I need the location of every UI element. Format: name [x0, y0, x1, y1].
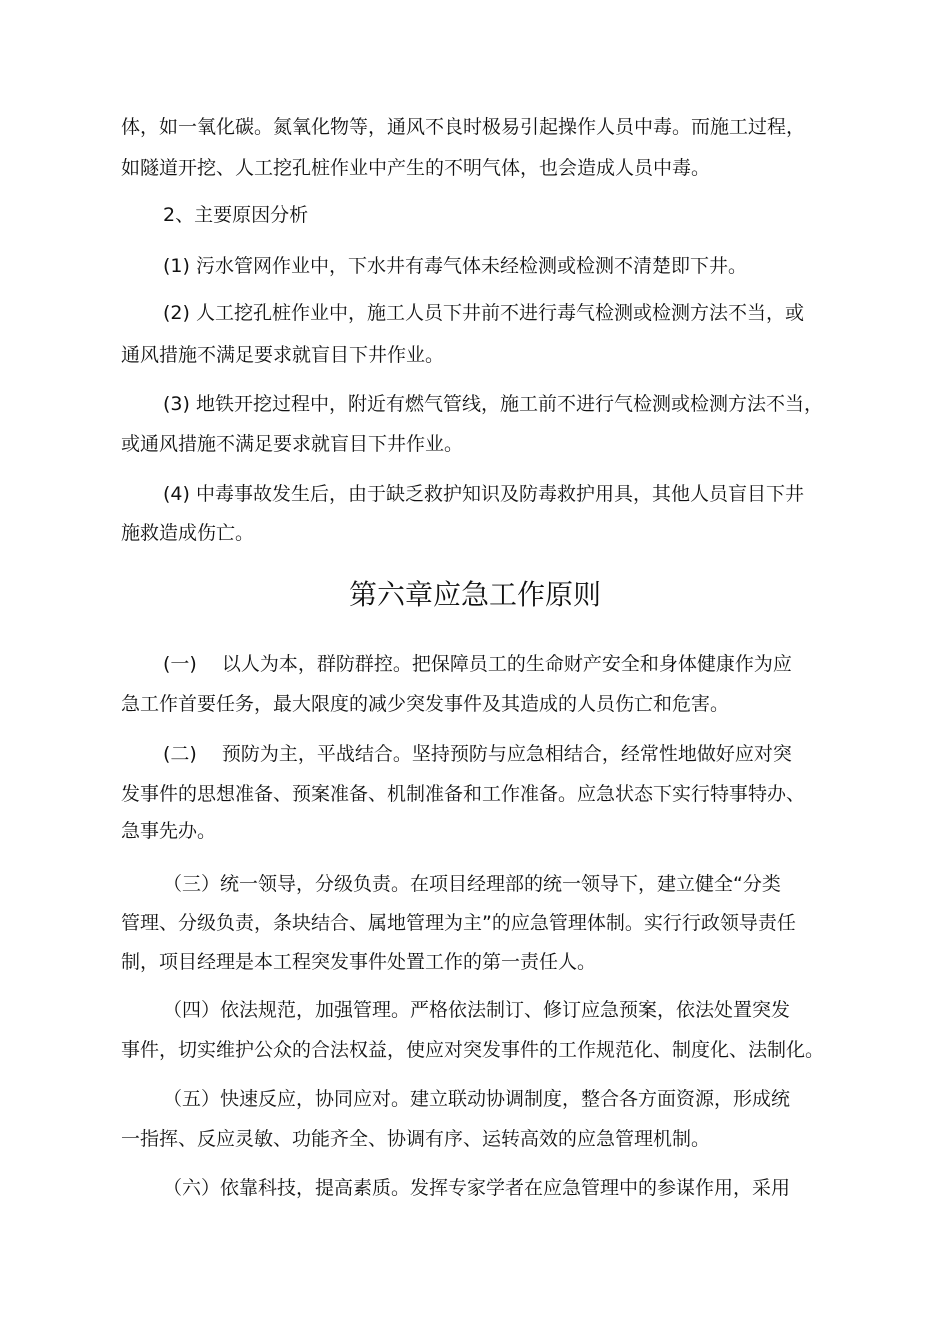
body-line: (1) 污水管网作业中，下水井有毒气体未经检测或检测不清楚即下井。 [163, 255, 747, 277]
body-line: 体，如一氧化碳。氮氧化物等，通风不良时极易引起操作人员中毒。而施工过程， [121, 116, 806, 138]
body-line: 施救造成伤亡。 [121, 522, 255, 544]
body-line: 急事先办。 [121, 820, 217, 842]
body-line: 发事件的思想准备、预案准备、机制准备和工作准备。应急状态下实行特事特办、 [121, 783, 806, 805]
body-line: 管理、分级负责，条块结合、属地管理为主”的应急管理体制。实行行政领导责任 [121, 912, 796, 934]
body-line: 或通风措施不满足要求就盲目下井作业。 [121, 433, 464, 455]
body-line: (3) 地铁开挖过程中，附近有燃气管线，施工前不进行气检测或检测方法不当， [163, 393, 823, 415]
body-line: (4) 中毒事故发生后，由于缺乏救护知识及防毒救护用具，其他人员盲目下井 [163, 483, 804, 505]
section-subheading: 2、主要原因分析 [163, 204, 309, 226]
body-line: 一指挥、反应灵敏、功能齐全、协调有序、运转高效的应急管理机制。 [121, 1128, 711, 1150]
body-line: 制，项目经理是本工程突发事件处置工作的第一责任人。 [121, 951, 597, 973]
body-line: 事件，切实维护公众的合法权益，使应对突发事件的工作规范化、制度化、法制化。 [121, 1039, 825, 1061]
body-line: (一) 以人为本，群防群控。把保障员工的生命财产安全和身体健康作为应 [163, 653, 792, 675]
body-line: （六）依靠科技，提高素质。发挥专家学者在应急管理中的参谋作用，采用 [163, 1177, 791, 1199]
body-line: 通风措施不满足要求就盲目下井作业。 [121, 344, 445, 366]
body-line: 急工作首要任务，最大限度的减少突发事件及其造成的人员伤亡和危害。 [121, 693, 730, 715]
chapter-title: 第六章应急工作原则 [348, 578, 601, 611]
body-line: (二) 预防为主，平战结合。坚持预防与应急相结合，经常性地做好应对突 [163, 743, 792, 765]
body-line: (2) 人工挖孔桩作业中，施工人员下井前不进行毒气检测或检测方法不当，或 [163, 302, 804, 324]
body-line: （三）统一领导，分级负责。在项目经理部的统一领导下，建立健全“分类 [163, 873, 781, 895]
body-line: （四）依法规范，加强管理。严格依法制订、修订应急预案，依法处置突发 [163, 999, 791, 1021]
body-line: 如隧道开挖、人工挖孔桩作业中产生的不明气体，也会造成人员中毒。 [121, 157, 711, 179]
body-line: （五）快速反应，协同应对。建立联动协调制度，整合各方面资源，形成统 [163, 1088, 791, 1110]
